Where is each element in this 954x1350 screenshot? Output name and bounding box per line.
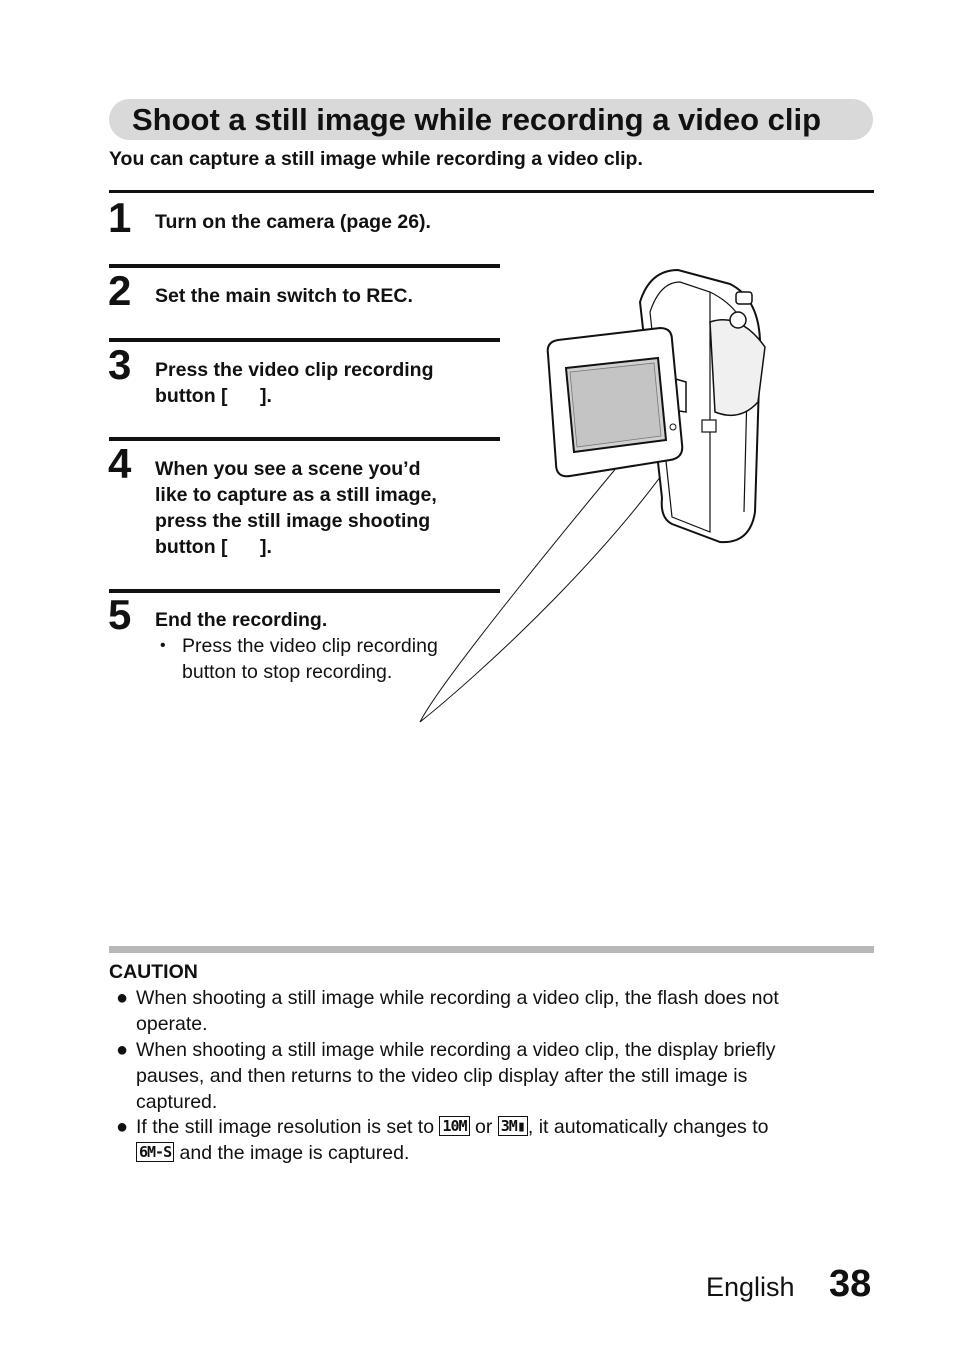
- step-4-line: press the still image shooting: [155, 510, 431, 532]
- caution-text: If the still image resolution is set to: [136, 1116, 435, 1138]
- intro-text: You can capture a still image while recording a video clip.: [109, 148, 643, 170]
- step-4-line: like to capture as a still image,: [155, 484, 437, 506]
- camera-illustration: [410, 262, 790, 732]
- resolution-10m-icon: 10M: [439, 1116, 469, 1136]
- footer-language: English: [706, 1272, 795, 1302]
- caution-item-3: [136, 1114, 876, 1166]
- record-button: [730, 312, 746, 328]
- step-4-number: 4: [108, 440, 132, 487]
- step-5-note-line: button to stop recording.: [182, 661, 393, 683]
- caution-line: captured.: [136, 1091, 218, 1113]
- resolution-6m-s-icon: 6M-S: [136, 1142, 174, 1162]
- caution-bullet: ●: [116, 1116, 129, 1138]
- step-3-number: 3: [108, 341, 132, 388]
- caution-item-1: [136, 985, 876, 1037]
- step-3-line: Press the video clip recording: [155, 359, 434, 381]
- caution-line: When shooting a still image while recording a video clip, the display briefly: [136, 1039, 776, 1061]
- caution-bar: [109, 946, 874, 953]
- shutter-button: [736, 292, 752, 304]
- step-2-number: 2: [108, 267, 132, 314]
- caution-line: pauses, and then returns to the video clip display after the still image is: [136, 1065, 748, 1087]
- step-5-note-line: Press the video clip recording: [182, 635, 438, 657]
- caution-bullet: ●: [116, 1039, 129, 1061]
- caution-text: , it automatically changes to: [527, 1116, 769, 1138]
- caution-heading: CAUTION: [109, 961, 198, 983]
- bullet-mark: •: [160, 637, 166, 654]
- step-5-text: End the recording.: [155, 609, 328, 631]
- step-2-text: Set the main switch to REC.: [155, 285, 413, 307]
- step-4-line: button [ ].: [155, 536, 272, 558]
- page-title: Shoot a still image while recording a video clip: [132, 102, 822, 137]
- resolution-3m-icon: 3M▮: [498, 1116, 528, 1136]
- caution-bullet: ●: [116, 987, 129, 1009]
- section-rule: [109, 190, 874, 193]
- step-1-number: 1: [108, 194, 132, 241]
- step-3-line: button [ ].: [155, 385, 272, 407]
- caution-line: When shooting a still image while recording a video clip, the flash does not: [136, 987, 779, 1009]
- caution-item-2: [136, 1037, 876, 1115]
- step-4-line: When you see a scene you’d: [155, 458, 421, 480]
- step-5-number: 5: [108, 591, 132, 638]
- caution-line: operate.: [136, 1013, 208, 1035]
- caution-text: and the image is captured.: [179, 1142, 410, 1164]
- step-1-text: Turn on the camera (page 26).: [155, 211, 431, 233]
- caution-text: or: [475, 1116, 493, 1138]
- page-number: 38: [829, 1263, 872, 1305]
